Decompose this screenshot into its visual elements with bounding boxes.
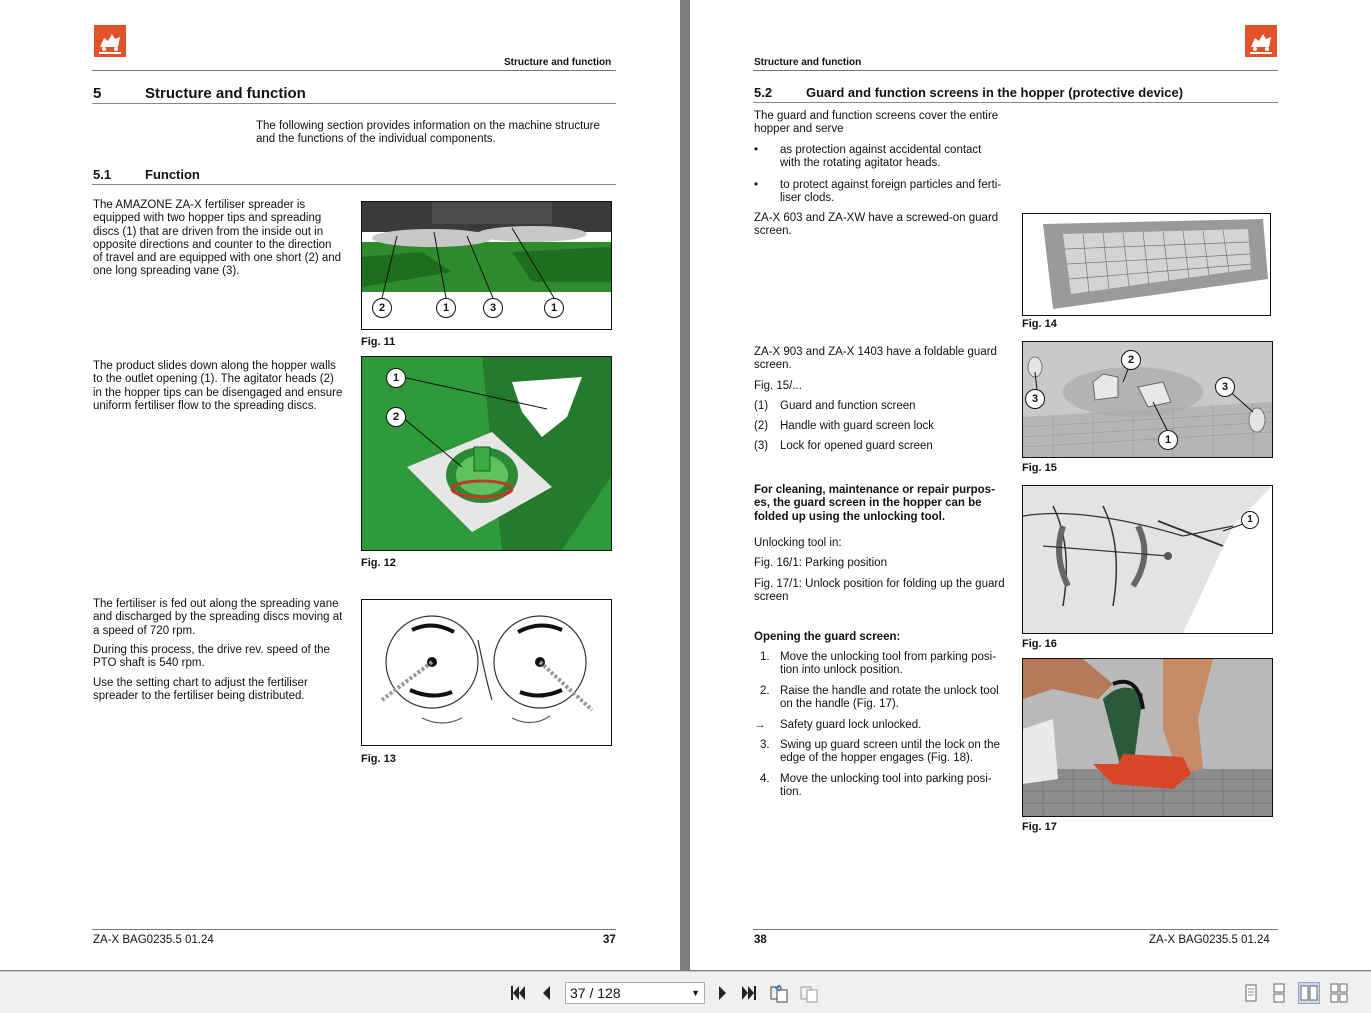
section-rule <box>92 184 616 185</box>
text-line: of travel and are equipped with one short (2) and <box>93 252 342 265</box>
go-forward-view-icon[interactable] <box>798 982 820 1004</box>
section-number: 5.1 <box>93 167 112 182</box>
figure-14-screwed-guard-screen <box>1022 213 1271 316</box>
step-item <box>754 685 999 712</box>
text-line: equipped with two hopper tips and spreading <box>93 212 322 225</box>
legend-item <box>754 400 916 413</box>
viewer-toolbar <box>0 971 1371 1013</box>
chapter-title: Structure and function <box>145 85 306 102</box>
callout: 2 <box>1121 350 1141 370</box>
callout: 1 <box>1241 511 1259 529</box>
chapter-intro <box>256 120 600 147</box>
text-line: a speed of 720 rpm. <box>93 624 196 637</box>
figure-caption: Fig. 16 <box>1022 638 1057 650</box>
result-arrow-icon: → <box>754 719 766 731</box>
text-line: The AMAZONE ZA-X fertiliser spreader is <box>93 199 306 211</box>
foldable-guard-illustration <box>1023 342 1272 457</box>
step-result <box>754 719 921 732</box>
callout: 1 <box>386 368 406 388</box>
go-back-view-icon[interactable] <box>768 982 790 1004</box>
callout: 1 <box>544 298 564 318</box>
chapter-rule <box>92 103 616 104</box>
figure-11-spreading-discs <box>361 201 612 330</box>
opening-guard-title: Opening the guard screen: <box>754 631 901 643</box>
running-header: Structure and function <box>754 57 862 68</box>
footer-rule <box>753 929 1278 930</box>
next-page-icon[interactable] <box>711 982 733 1004</box>
step-number: 1. <box>760 651 770 663</box>
last-page-icon[interactable] <box>738 982 760 1004</box>
text-line: and discharged by the spreading discs moving at <box>93 611 343 624</box>
first-page-icon[interactable] <box>507 982 529 1004</box>
footer-document-id: ZA-X BAG0235.5 01.24 <box>93 934 214 946</box>
text-line: folded up using the unlocking tool. <box>754 510 946 523</box>
section-title: Function <box>145 167 200 182</box>
pto-paragraph <box>93 644 330 671</box>
setting-chart-paragraph <box>93 677 308 704</box>
bullet-icon: • <box>754 179 759 191</box>
continuous-view-icon[interactable] <box>1268 982 1290 1004</box>
text-line: Raise the handle and rotate the unlock tool <box>780 685 999 697</box>
hopper-paragraph <box>93 360 342 413</box>
callout: 2 <box>386 407 406 427</box>
right-document-page <box>690 0 1371 970</box>
screwed-guard-paragraph <box>754 212 998 239</box>
amazone-logo <box>94 25 126 57</box>
figure-17-reference <box>754 578 1005 605</box>
text-line: Fig. 17/1: Unlock position for folding up the guard <box>754 578 1005 590</box>
text-line: screen <box>754 591 789 604</box>
figure-caption: Fig. 14 <box>1022 318 1057 330</box>
page-number-selector[interactable] <box>565 982 705 1004</box>
text-line: Move the unlocking tool into parking posi- <box>780 773 992 785</box>
unlock-tool-photo <box>1023 659 1272 816</box>
section-title: Guard and function screens in the hopper (protective device) <box>806 85 1184 100</box>
legend-text: Guard and function screen <box>780 400 916 412</box>
step-number: 2. <box>760 685 770 697</box>
legend-number: (2) <box>754 420 769 432</box>
text-line: For cleaning, maintenance or repair purpos- <box>754 484 995 496</box>
figure-caption: Fig. 15 <box>1022 462 1057 474</box>
callout: 2 <box>372 298 392 318</box>
cleaning-note <box>754 484 995 524</box>
text-line: one long spreading vane (3). <box>93 265 240 278</box>
callout: 3 <box>1215 377 1235 397</box>
page-number-value: 37 / 128 <box>570 985 621 1001</box>
text-line: opposite directions and counter to the direction <box>93 238 332 251</box>
text-line: es, the guard screen in the hopper can be <box>754 497 982 510</box>
footer-page-number: 38 <box>754 934 767 946</box>
foldable-guard-paragraph <box>754 346 997 373</box>
footer-rule <box>92 929 616 930</box>
text-line: During this process, the drive rev. speed of the <box>93 644 330 656</box>
figure-caption: Fig. 17 <box>1022 821 1057 833</box>
legend-number: (1) <box>754 400 769 412</box>
figure-13-spreading-pattern <box>361 599 612 746</box>
legend-number: (3) <box>754 440 769 452</box>
guard-intro <box>754 110 998 137</box>
step-item <box>754 739 1000 766</box>
intro-line: and the functions of the individual components. <box>256 133 496 146</box>
figure-16-reference: Fig. 16/1: Parking position <box>754 557 887 569</box>
figure-12-hopper-outlet <box>361 356 612 551</box>
discharge-paragraph <box>93 598 342 638</box>
text-line: hopper and serve <box>754 123 844 136</box>
text-line: with the rotating agitator heads. <box>780 157 941 170</box>
section-rule <box>753 102 1278 103</box>
legend-text: Lock for opened guard screen <box>780 440 933 452</box>
legend-item <box>754 440 933 453</box>
figure-caption: Fig. 11 <box>361 336 396 348</box>
figure-15-reference: Fig. 15/... <box>754 380 802 392</box>
callout: 1 <box>1158 430 1178 450</box>
left-document-page <box>0 0 680 970</box>
step-number: 3. <box>760 739 770 751</box>
section-number: 5.2 <box>754 85 773 100</box>
text-line: to protect against foreign particles and ferti- <box>780 179 1002 191</box>
text-line: spreader to the fertiliser being distributed. <box>93 690 305 703</box>
text-line: The guard and function screens cover the entire <box>754 110 999 122</box>
footer-page-number: 37 <box>603 934 616 946</box>
two-page-continuous-view-icon[interactable] <box>1328 982 1350 1004</box>
callout: 3 <box>483 298 503 318</box>
bullet-icon: • <box>754 144 759 156</box>
text-line: uniform fertiliser flow to the spreading discs. <box>93 399 317 412</box>
text-line: ZA-X 903 and ZA-X 1403 have a foldable guard <box>754 346 997 358</box>
callout: 1 <box>436 298 456 318</box>
figure-17-unlock-position-photo <box>1022 658 1273 817</box>
spreading-pattern-illustration <box>362 600 611 745</box>
previous-page-icon[interactable] <box>536 982 558 1004</box>
legend-text: Handle with guard screen lock <box>780 420 935 432</box>
header-rule <box>753 70 1278 71</box>
step-item <box>754 651 996 678</box>
text-line: edge of the hopper engages (Fig. 18). <box>780 752 974 765</box>
text-line: The product slides down along the hopper walls <box>93 360 336 372</box>
legend-item <box>754 420 935 433</box>
text-line: screen. <box>754 359 792 372</box>
text-line: The fertiliser is fed out along the spreading vane <box>93 598 339 610</box>
figure-caption: Fig. 12 <box>361 557 396 569</box>
two-page-view-icon[interactable] <box>1298 982 1320 1004</box>
intro-line: The following section provides information on the machine structure <box>256 120 600 132</box>
figure-caption: Fig. 13 <box>361 753 396 765</box>
bullet-item <box>754 144 981 171</box>
text-line: in the hopper tips can be disengaged and ensure <box>93 386 343 399</box>
text-line: ZA-X 603 and ZA-XW have a screwed-on guard <box>754 212 999 224</box>
amazone-logo <box>1245 25 1277 57</box>
text-line: tion. <box>780 786 802 799</box>
text-line: liser clods. <box>780 192 835 205</box>
single-page-view-icon[interactable] <box>1240 982 1262 1004</box>
text-line: PTO shaft is 540 rpm. <box>93 657 205 670</box>
callout: 3 <box>1025 389 1045 409</box>
text-line: as protection against accidental contact <box>780 144 982 156</box>
text-line: Use the setting chart to adjust the fertiliser <box>93 677 308 689</box>
text-line: on the handle (Fig. 17). <box>780 698 899 711</box>
function-paragraph <box>93 199 341 279</box>
step-number: 4. <box>760 773 770 785</box>
text-line: Safety guard lock unlocked. <box>780 719 922 731</box>
text-line: tion into unlock position. <box>780 664 903 677</box>
running-header: Structure and function <box>504 57 612 68</box>
guard-screen-illustration <box>1023 214 1270 315</box>
text-line: Swing up guard screen until the lock on the <box>780 739 1000 751</box>
text-line: to the outlet opening (1). The agitator heads (2) <box>93 373 334 386</box>
header-rule <box>92 70 616 71</box>
figure-16-parking-position <box>1022 485 1273 634</box>
figure-15-foldable-guard-screen <box>1022 341 1273 458</box>
chevron-down-icon[interactable]: ▼ <box>691 988 700 998</box>
unlocking-tool-label: Unlocking tool in: <box>754 537 842 549</box>
footer-document-id: ZA-X BAG0235.5 01.24 <box>1149 934 1270 946</box>
parking-position-illustration <box>1023 486 1272 633</box>
text-line: discs (1) that are driven from the inside out in <box>93 225 324 238</box>
text-line: Move the unlocking tool from parking posi- <box>780 651 997 663</box>
step-item <box>754 773 992 800</box>
bullet-item <box>754 179 1001 206</box>
chapter-number: 5 <box>93 85 102 102</box>
text-line: screen. <box>754 225 792 238</box>
